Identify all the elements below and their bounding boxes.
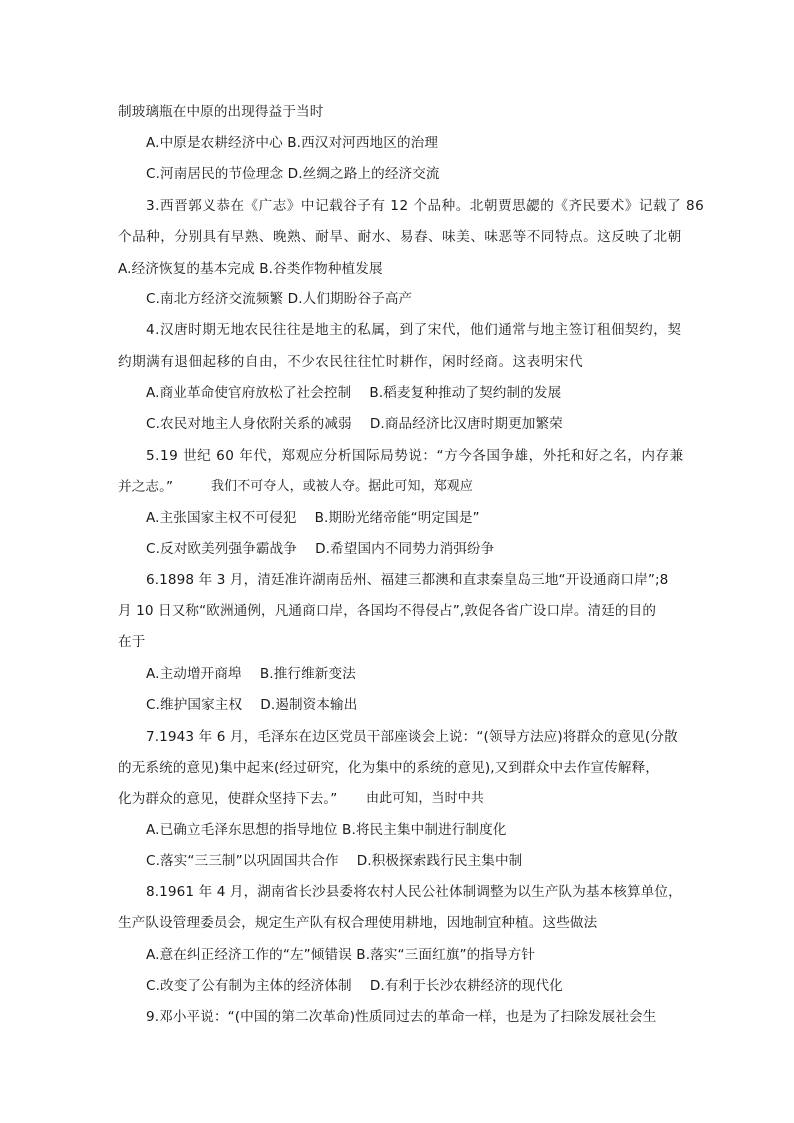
- text-line: 由此可知，当时中共: [366, 791, 484, 806]
- text-line: 制玻璃瓶在中原的出现得益于当时: [118, 104, 324, 120]
- text-line: 个品种，分别具有早熟、晚熟、耐旱、耐水、易舂、味美、味恶等不同特点。这反映了北朝: [118, 229, 682, 245]
- option-line: C.落实“三三制”以巩固国共合作 D.积极探索践行民主集中制: [146, 853, 523, 869]
- option-line: C.河南居民的节俭理念 D.丝绸之路上的经济交流: [146, 166, 440, 182]
- question-4-line: 4.汉唐时期无地农民往往是地主的私属，到了宋代，他们通常与地主签订租佃契约，契: [146, 322, 682, 338]
- question-7-line: 7.1943 年 6 月，毛泽东在边区党员干部座谈会上说：“(领导方法应)将群众的意见(分散: [146, 729, 678, 745]
- option-line: A.主张国家主权不可侵犯 B.期盼光绪帝能“明定国是”: [146, 510, 480, 526]
- question-6-line: 6.1898 年 3 月，清廷准许湖南岳州、福建三都澳和直隶秦皇岛三地“开设通商口岸”;8: [146, 572, 669, 588]
- option-line: A.意在纠正经济工作的“左”倾错误 B.落实“三面红旗”的指导方针: [146, 947, 536, 963]
- option-line: C.改变了公有制为主体的经济体制 D.有利于长沙农耕经济的现代化: [146, 978, 563, 994]
- option-line: A.中原是农耕经济中心 B.西汉对河西地区的治理: [146, 135, 439, 151]
- question-8-line: 8.1961 年 4 月，湖南省长沙县委将农村人民公社体制调整为以生产队为基本核算单位，: [146, 884, 682, 900]
- option-line: C.农民对地主人身依附关系的减弱 D.商品经济比汉唐时期更加繁荣: [146, 416, 563, 432]
- text-line: 我们不可夺人，或被人夺。据此可知，郑观应: [211, 479, 474, 494]
- option-line: C.维护国家主权 D.遏制资本输出: [146, 697, 358, 713]
- option-line: A.商业革命使官府放松了社会控制 B.稻麦复种推动了契约制的发展: [146, 385, 562, 401]
- text-line: 的无系统的意见)集中起来(经过研究，化为集中的系统的意见),又到群众中去作宣传解释，: [118, 760, 659, 776]
- question-9-line: 9.邓小平说：“(中国的第二次革命)性质同过去的革命一样，也是为了扫除发展社会生: [146, 1009, 657, 1025]
- option-line: A.已确立毛泽东思想的指导地位 B.将民主集中制进行制度化: [146, 822, 507, 838]
- text-line: 月 10 日又称“欧洲通例，凡通商口岸，各国均不得侵占”,敦促各省广设口岸。清廷的目的: [118, 603, 657, 619]
- option-line: A.主动增开商埠 B.推行维新变法: [146, 666, 356, 682]
- question-3-line: 3.西晋郭义恭在《广志》中记载谷子有 12 个品种。北朝贾思勰的《齐民要术》记载了 86: [146, 198, 705, 214]
- option-line: C.南北方经济交流频繁 D.人们期盼谷子高产: [146, 291, 413, 307]
- text-line: 并之志。”: [118, 479, 174, 495]
- text-line: 约期满有退佃起移的自由，不少农民往往忙时耕作，闲时经商。这表明宋代: [118, 354, 584, 370]
- text-line: 在于: [118, 634, 146, 650]
- option-line: C.反对欧美列强争霸战争 D.希望国内不同势力消弭纷争: [146, 541, 495, 557]
- text-line: 化为群众的意见，使群众坚持下去。”: [118, 791, 338, 807]
- option-line: A.经济恢复的基本完成 B.谷类作物种植发展: [118, 261, 383, 277]
- question-5-line: 5.19 世纪 60 年代，郑观应分析国际局势说：“方今各国争雄，外托和好之名，内存兼: [146, 448, 684, 464]
- text-line: 生产队设管理委员会，规定生产队有权合理使用耕地，因地制宜种植。这些做法: [118, 915, 598, 931]
